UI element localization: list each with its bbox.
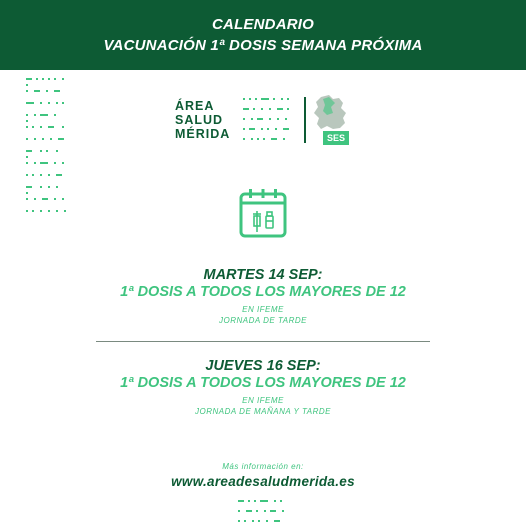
logo-dots-pattern	[243, 98, 295, 142]
event-title: 1ª DOSIS A TODOS LOS MAYORES DE 12	[120, 284, 406, 300]
area-salud-merida-logo	[175, 99, 230, 141]
event-date: MARTES 14 SEP:	[203, 267, 323, 283]
event-separator	[96, 341, 430, 342]
more-info-label: Más información en:	[222, 462, 304, 471]
header-banner	[0, 0, 526, 70]
event-jueves	[0, 358, 526, 417]
website-link[interactable]: www.areadesaludmerida.es	[171, 474, 355, 489]
logo-line-2: SALUD	[175, 113, 224, 127]
header-title: CALENDARIO	[212, 16, 314, 33]
extremadura-map-icon	[313, 95, 347, 135]
event-date: JUEVES 16 SEP:	[205, 358, 321, 374]
logo-divider	[304, 97, 306, 143]
decorative-dots-left	[26, 76, 72, 222]
event-martes	[0, 267, 526, 326]
logo-line-1: ÁREA	[175, 99, 215, 113]
event-schedule: JORNADA DE TARDE	[218, 316, 307, 325]
event-title: 1ª DOSIS A TODOS LOS MAYORES DE 12	[120, 375, 406, 391]
decorative-dots-bottom	[238, 498, 288, 526]
event-place: EN IFEME	[242, 305, 284, 314]
event-place: EN IFEME	[242, 396, 284, 405]
logo-line-3: MÉRIDA	[175, 127, 231, 141]
header-subtitle: VACUNACIÓN 1ª DOSIS SEMANA PRÓXIMA	[103, 37, 423, 54]
event-schedule: JORNADA DE MAÑANA Y TARDE	[195, 407, 331, 416]
calendar-vaccine-icon	[239, 188, 287, 238]
ses-badge: SES	[323, 131, 349, 145]
